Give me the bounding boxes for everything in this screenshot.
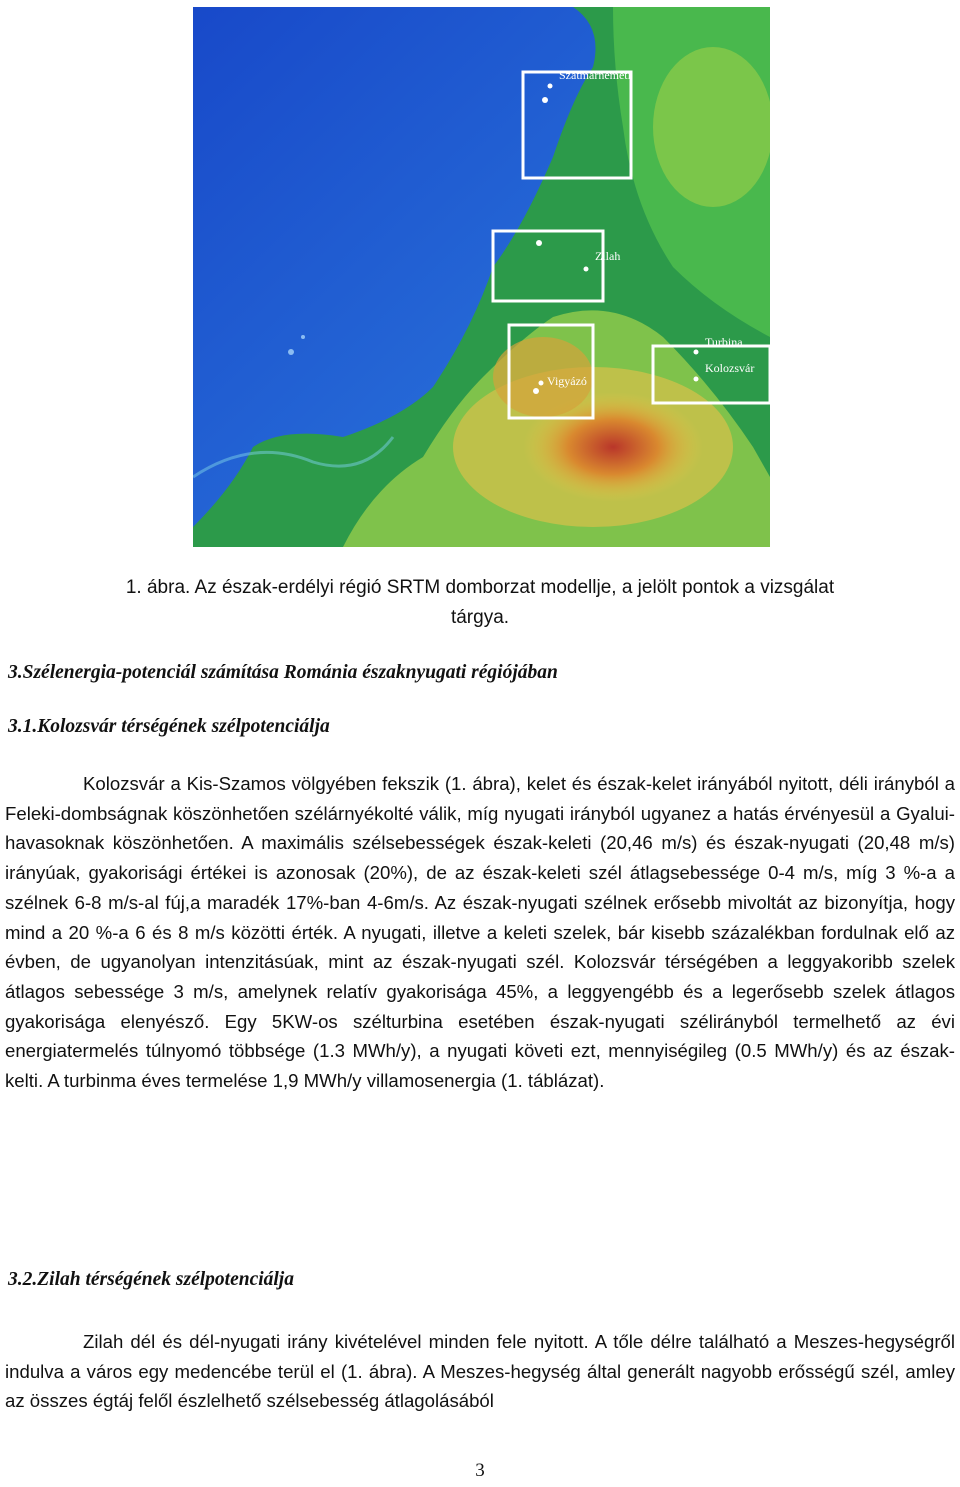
label-zilah: Zilah: [595, 249, 621, 263]
caption-line-1: 1. ábra. Az észak-erdélyi régió SRTM domborzat modellje, a jelölt pontok a vizsgálat: [125, 577, 835, 598]
label-turbina: Turbina: [705, 335, 743, 349]
srtm-terrain-map: [193, 7, 770, 547]
section-3-2-text: Zilah dél és dél-nyugati irány kivételével minden fele nyitott. A tőle délre található a Meszes-hegységről indulva a város egy medencébe terül el (1. ábra). A Meszes-hegység által generált nagyobb erősségű szél, amley az összes égtáj felől észlelhető szélsebesség átlagolásából: [5, 1331, 955, 1412]
caption-line-2: tárgya.: [450, 607, 510, 628]
section-3-1-heading: 3.1.Kolozsvár térségének szélpotenciálja: [8, 716, 330, 737]
label-szatmarnemeti: Szatmarnemeti: [559, 68, 631, 82]
section-3-1-body: [5, 769, 955, 1096]
label-vigyazo: Vigyázó: [547, 374, 587, 388]
figure-caption: [0, 573, 960, 633]
section-3-2-heading: 3.2.Zilah térségének szélpotenciálja: [8, 1269, 294, 1290]
page-number: 3: [475, 1460, 485, 1481]
label-kolozsvar: Kolozsvár: [705, 361, 755, 375]
section-3-2-body: [5, 1327, 955, 1416]
section-3-1-text: Kolozsvár a Kis-Szamos völgyében fekszik (1. ábra), kelet és észak-kelet irányából nyitott, déli irányból a Feleki-dombságnak köszönhetően szélárnyékolté válik, míg nyugati irányból ugyanez a hatás érvényesül a Gyalui-havasoknak köszönhetően. A maximális szélsebességek észak-keleti (20,46 m/s) és észak-nyugati (20,48 m/s) irányúak, gyakorisági értékei is azonosak (20%), de az észak-keleti szél átlagsebessége 0-4 m/s, míg 3 %-a a szélnek 6-8 m/s-al fúj,a maradék 17%-ban 4-6m/s. Az észak-nyugati szélnek erősebb mivoltát az bizonyítja, hogy mind a 20 %-a 6 és 8 m/s közötti érték. A nyugati, illetve a keleti szelek, bár kisebb százalékban fordulnak elő az évben, de ugyanolyan intenzitásúak, mint az észak-nyugati szél. Kolozsvár térségében a leggyakoribb szelek átlagos sebessége 3 m/s, amelynek relatív gyakorisága 45%, a leggyengébb és a legerősebb szelek átlagos gyakorisága elenyésző. Egy 5KW-os szélturbina esetében észak-nyugati szélirányból termelhető az évi energiatermelés túlnyomó többsége (1.3 MWh/y), a nyugati követi ezt, mennyiségileg (0.5 MWh/y) és az észak-kelti. A turbinma éves termelése 1,9 MWh/y villamosenergia (1. táblázat).: [5, 773, 955, 1092]
section-3-heading: 3.Szélenergia-potenciál számítása Románia északnyugati régiójában: [8, 662, 558, 683]
